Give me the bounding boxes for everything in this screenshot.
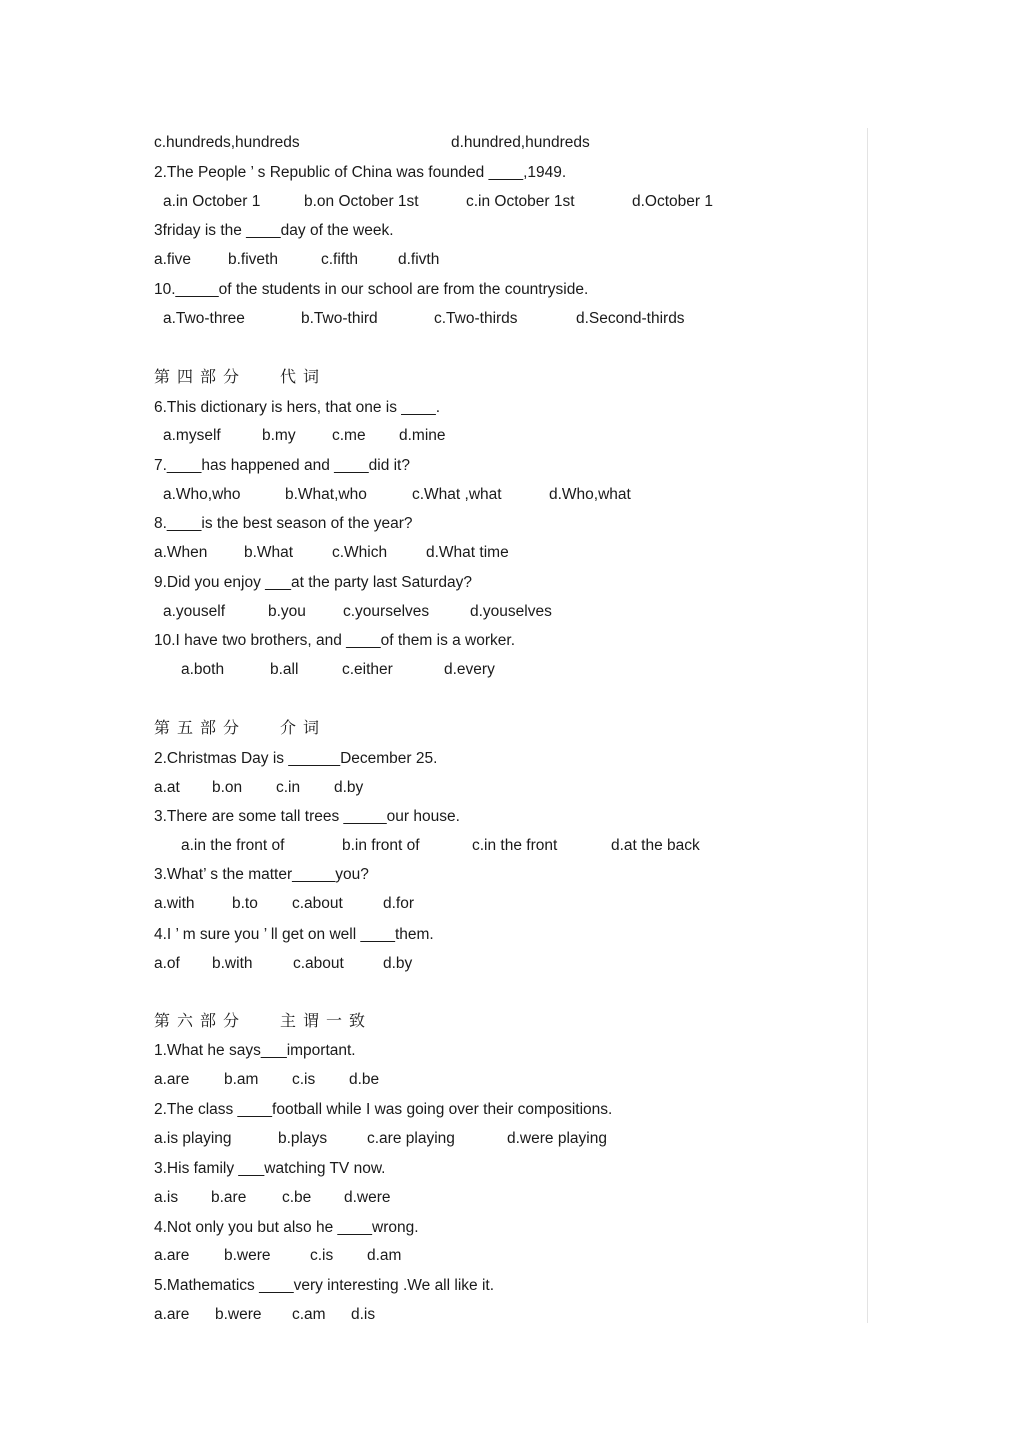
option: a.with (154, 895, 195, 912)
question-text: 9.Did you enjoy ___at the party last Saturday? (154, 574, 472, 591)
question-text: 3.What’ s the matter_____you? (154, 866, 369, 883)
option: c.Which (332, 544, 388, 561)
option: a.are (154, 1071, 190, 1088)
option: b.fiveth (228, 251, 278, 268)
question-text: 2.The People ’ s Republic of China was founded ____,1949. (154, 164, 567, 181)
option: c.is (292, 1071, 316, 1088)
question-text: 3.His family ___watching TV now. (154, 1160, 386, 1177)
option: d.is (351, 1306, 376, 1323)
option: c.about (292, 895, 343, 912)
section-heading-part4 (154, 367, 327, 387)
section-topic: 代词 (280, 367, 327, 386)
options-row (0, 309, 900, 329)
question-text: 5.Mathematics ____very interesting .We all like it. (154, 1277, 495, 1294)
options-row (0, 836, 900, 856)
option: a.is (154, 1189, 179, 1206)
options-row (0, 485, 900, 505)
option: c.in October 1st (466, 193, 575, 210)
option: c.be (282, 1189, 312, 1206)
options-row (0, 602, 900, 622)
option: c.What ,what (412, 486, 502, 503)
section-topic: 主谓一致 (280, 1011, 373, 1030)
options-row (0, 543, 900, 563)
options-row (0, 192, 900, 212)
option: c.in (276, 779, 301, 796)
option: b.on October 1st (304, 193, 419, 210)
option: d.were (344, 1189, 391, 1206)
option: c.me (332, 427, 366, 444)
option: a.in October 1 (163, 193, 261, 210)
section-heading-part5 (154, 718, 327, 738)
options-row (0, 1305, 900, 1325)
option: a.youself (163, 603, 226, 620)
option: d.October 1 (632, 193, 713, 210)
options-row (0, 1070, 900, 1090)
options-row (0, 1129, 900, 1149)
options-row (0, 250, 900, 270)
option-d-hundred: d.hundred,hundreds (451, 134, 590, 151)
option: d.Second-thirds (576, 310, 685, 327)
option: c.fifth (321, 251, 359, 268)
section-number: 第四部分 (154, 367, 247, 386)
option-c-hundreds: c.hundreds,hundreds (154, 134, 300, 151)
option: d.by (383, 955, 413, 972)
option: d.by (334, 779, 364, 796)
option: c.yourselves (343, 603, 430, 620)
option: d.were playing (507, 1130, 607, 1147)
option: b.Two-third (301, 310, 378, 327)
option: a.of (154, 955, 180, 972)
question-text: 1.What he says___important. (154, 1042, 356, 1059)
question-text: 8.____is the best season of the year? (154, 515, 413, 532)
options-row (0, 954, 900, 974)
option: a.five (154, 251, 192, 268)
option: d.for (383, 895, 415, 912)
question-text: 6.This dictionary is hers, that one is ____. (154, 399, 441, 416)
option: a.Who,who (163, 486, 241, 503)
option: d.What time (426, 544, 509, 561)
option: b.you (268, 603, 306, 620)
question-text: 4.Not only you but also he ____wrong. (154, 1219, 419, 1236)
question-text: 7.____has happened and ____did it? (154, 457, 410, 474)
option: b.What (244, 544, 294, 561)
options-row (0, 778, 900, 798)
option: c.either (342, 661, 393, 678)
option: a.both (181, 661, 225, 678)
option: b.in front of (342, 837, 420, 854)
option: b.on (212, 779, 243, 796)
option: c.about (293, 955, 344, 972)
options-row (0, 1246, 900, 1266)
question-text: 3friday is the ____day of the week. (154, 222, 394, 239)
options-row (0, 1188, 900, 1208)
option: c.in the front (472, 837, 558, 854)
option: a.are (154, 1306, 190, 1323)
question-text: 4.I ’ m sure you ’ ll get on well ____them. (154, 926, 434, 943)
option: b.are (211, 1189, 247, 1206)
options-row (0, 426, 900, 446)
option: d.youselves (470, 603, 552, 620)
option: d.every (444, 661, 495, 678)
option: d.am (367, 1247, 402, 1264)
section-topic: 介词 (280, 718, 327, 737)
section-number: 第六部分 (154, 1011, 247, 1030)
option: a.Two-three (163, 310, 245, 327)
option: a.When (154, 544, 208, 561)
option: a.in the front of (181, 837, 285, 854)
option: b.all (270, 661, 299, 678)
option: d.mine (399, 427, 446, 444)
option: a.is playing (154, 1130, 232, 1147)
question-text: 2.The class ____football while I was going over their compositions. (154, 1101, 613, 1118)
option: b.What,who (285, 486, 367, 503)
option: a.myself (163, 427, 221, 444)
option: b.to (232, 895, 258, 912)
option: a.are (154, 1247, 190, 1264)
option: b.my (262, 427, 296, 444)
question-text: 3.There are some tall trees _____our house. (154, 808, 460, 825)
option: d.at the back (611, 837, 700, 854)
question-text: 2.Christmas Day is ______December 25. (154, 750, 438, 767)
option: c.am (292, 1306, 326, 1323)
question-text: 10.I have two brothers, and ____of them is a worker. (154, 632, 516, 649)
option: b.am (224, 1071, 259, 1088)
option: c.Two-thirds (434, 310, 518, 327)
option: d.Who,what (549, 486, 631, 503)
option: a.at (154, 779, 180, 796)
option: b.were (215, 1306, 262, 1323)
options-row (0, 894, 900, 914)
option: d.be (349, 1071, 380, 1088)
option: b.with (212, 955, 253, 972)
section-number: 第五部分 (154, 718, 247, 737)
question-text: 10._____of the students in our school are from the countryside. (154, 281, 589, 298)
option: c.is (310, 1247, 334, 1264)
option: d.fivth (398, 251, 440, 268)
option: b.plays (278, 1130, 328, 1147)
section-heading-part6 (154, 1011, 373, 1031)
options-row (0, 660, 900, 680)
option: b.were (224, 1247, 271, 1264)
option: c.are playing (367, 1130, 455, 1147)
